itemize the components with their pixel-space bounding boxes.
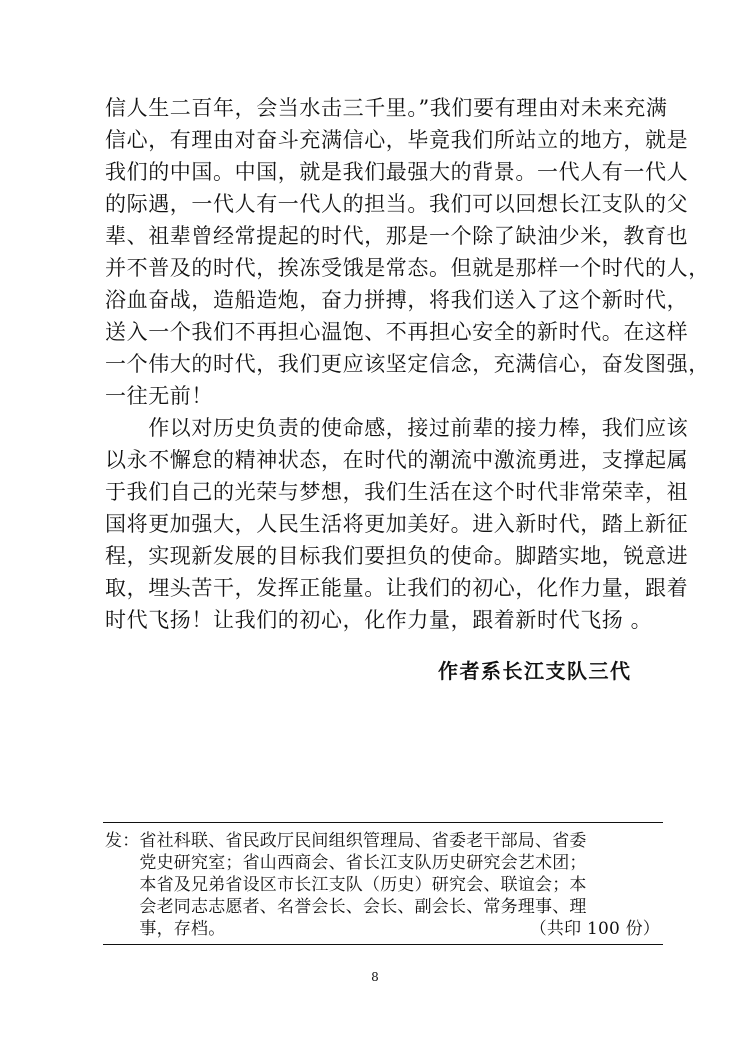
body-line: 于我们自己的光荣与梦想，我们生活在这个时代非常荣幸，祖 (105, 480, 689, 504)
distribution-bottom-rule (103, 944, 663, 945)
article-body (105, 92, 710, 636)
distribution-line (105, 918, 660, 940)
body-line: 时代飞扬！让我们的初心，化作力量，跟着新时代飞扬 。 (105, 608, 653, 632)
body-line: 辈、祖辈曾经常提起的时代，那是一个除了缺油少米，教育也 (105, 224, 689, 248)
distribution-line-text: 事，存档。 (105, 919, 226, 939)
page-number: 8 (371, 970, 379, 984)
body-line: 并不普及的时代，挨冻受饿是常态。但就是那样一个时代的人， (105, 256, 710, 280)
body-line: 我们的中国。中国，就是我们最强大的背景。一代人有一代人 (105, 160, 689, 184)
body-line: 国将更加强大，人民生活将更加美好。进入新时代，踏上新征 (105, 512, 689, 536)
body-line: 送入一个我们不再担心温饱、不再担心安全的新时代。在这样 (105, 320, 689, 344)
body-line: 的际遇，一代人有一代人的担当。我们可以回想长江支队的父 (105, 192, 689, 216)
body-line: 浴血奋战，造船造炮，奋力拼搏，将我们送入了这个新时代， (105, 288, 689, 312)
distribution-line (105, 874, 660, 896)
body-line: 信人生二百年，会当水击三千里。”我们要有理由对未来充满 (105, 96, 668, 120)
distribution-line (105, 896, 660, 918)
body-line: 以永不懈怠的精神状态，在时代的潮流中激流勇进，支撑起属 (105, 448, 689, 472)
distribution-top-rule (103, 822, 663, 823)
distribution-line-text: 发：省社科联、省民政厅民间组织管理局、省委老干部局、省委 (105, 831, 587, 851)
body-line: 取，埋头苦干，发挥正能量。让我们的初心，化作力量，跟着 (105, 576, 689, 600)
body-line: 作以对历史负责的使命感，接过前辈的接力棒，我们应该 (105, 416, 689, 440)
distribution-list (105, 830, 660, 940)
distribution-line-text: 本省及兄弟省设区市长江支队（历史）研究会、联谊会；本 (105, 875, 587, 895)
body-line: 信心，有理由对奋斗充满信心，毕竟我们所站立的地方，就是 (105, 128, 689, 152)
distribution-line-text: 会老同志志愿者、名誉会长、会长、副会长、常务理事、理 (105, 897, 587, 917)
body-line: 程，实现新发展的目标我们要担负的使命。脚踏实地，锐意进 (105, 544, 689, 568)
body-line: 一往无前！ (105, 384, 213, 408)
distribution-line (105, 852, 660, 874)
print-copies-count: （共印 100 份） (529, 919, 660, 939)
distribution-line (105, 830, 660, 852)
distribution-line-text: 党史研究室；省山西商会、省长江支队历史研究会艺术团； (105, 853, 587, 873)
body-line: 一个伟大的时代，我们更应该坚定信念，充满信心，奋发图强， (105, 352, 710, 376)
author-signature: 作者系长江支队三代 (438, 659, 632, 683)
